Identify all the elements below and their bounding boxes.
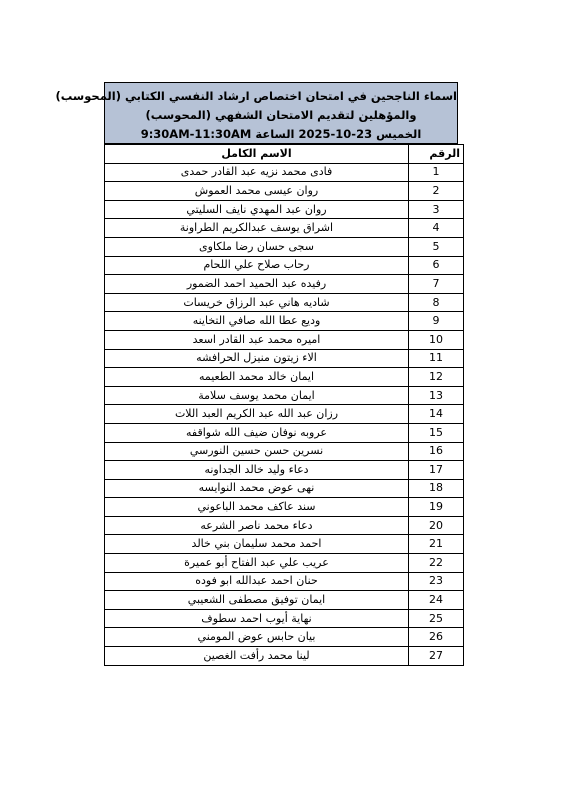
row-number: 20 [409,516,464,535]
table-row [105,647,464,666]
candidate-name: سجى حسان رضا ملكاوى [105,237,409,256]
table-row [105,572,464,591]
candidate-name: روان عبد المهدي نايف السليتي [105,200,409,219]
column-header-name: الاسم الكامل [105,145,409,164]
table-row [105,349,464,368]
row-number: 11 [409,349,464,368]
table-row [105,628,464,647]
table-row [105,330,464,349]
header-subtitle: والمؤهلين لتقديم الامتحان الشفهي (المحوسب) [145,108,417,122]
row-number: 4 [409,219,464,238]
row-number: 1 [409,163,464,182]
candidate-name: اشراق يوسف عبدالكريم الطراونة [105,219,409,238]
candidate-name: احمد محمد سليمان بني خالد [105,535,409,554]
table-row [105,256,464,275]
row-number: 21 [409,535,464,554]
candidate-name: لينا محمد رأفت الغصين [105,647,409,666]
row-number: 16 [409,442,464,461]
row-number: 25 [409,609,464,628]
row-number: 14 [409,405,464,424]
row-number: 6 [409,256,464,275]
candidate-name: عريب علي عبد الفتاح أبو عميرة [105,554,409,573]
candidate-name: دعاء محمد ناصر الشرعه [105,516,409,535]
results-sheet [55,82,460,666]
candidate-name: رفيده عبد الحميد احمد الضمور [105,275,409,294]
table-row [105,200,464,219]
table-row [105,163,464,182]
table-header-row [105,145,464,164]
candidate-name: عروبه نوفان ضيف الله شواقفه [105,423,409,442]
table-row [105,554,464,573]
candidate-name: نهاية أيوب احمد سطوف [105,609,409,628]
candidate-name: ايمان خالد محمد الطعيمه [105,368,409,387]
row-number: 23 [409,572,464,591]
table-row [105,293,464,312]
candidate-name: حنان احمد عبدالله ابو فوده [105,572,409,591]
candidate-name: نسرين حسن حسين النورسي [105,442,409,461]
table-row [105,386,464,405]
row-number: 5 [409,237,464,256]
sheet-header [55,82,458,144]
table-row [105,442,464,461]
table-row [105,535,464,554]
header-schedule [105,125,457,144]
row-number: 27 [409,647,464,666]
row-number: 26 [409,628,464,647]
exam-time: 9:30AM-11:30AM [140,127,252,141]
candidate-name: رزان عبد الله عبد الكريم العبد اللات [105,405,409,424]
table-row [105,275,464,294]
row-number: 2 [409,182,464,201]
candidate-name: سند عاكف محمد الباعوني [105,498,409,517]
table-row [105,516,464,535]
candidate-name: اميره محمد عبد القادر اسعد [105,330,409,349]
candidate-name: الاء زيتون منيزل الحرافشه [105,349,409,368]
table-row [105,591,464,610]
table-row [105,237,464,256]
table-row [105,182,464,201]
exam-day: الخميس [376,127,422,141]
row-number: 12 [409,368,464,387]
column-header-number: الرقم [409,145,464,164]
row-number: 18 [409,479,464,498]
table-row [105,405,464,424]
candidate-name: نهى عوض محمد النوايسه [105,479,409,498]
candidate-name: فادى محمد نزيه عبد القادر حمدى [105,163,409,182]
exam-time-label: الساعة [255,127,295,141]
row-number: 3 [409,200,464,219]
candidate-name: روان عيسى محمد العموش [105,182,409,201]
table-body [105,163,464,665]
table-row [105,312,464,331]
table-row [105,461,464,480]
row-number: 24 [409,591,464,610]
row-number: 15 [409,423,464,442]
candidate-name: بيان حابس عوض المومني [105,628,409,647]
candidate-name: ايمان توفيق مصطفى الشعيبي [105,591,409,610]
candidate-name: شاديه هاني عبد الرزاق خريسات [105,293,409,312]
row-number: 17 [409,461,464,480]
table-row [105,479,464,498]
row-number: 9 [409,312,464,331]
candidates-table [104,144,464,666]
row-number: 7 [409,275,464,294]
table-row [105,498,464,517]
table-row [105,219,464,238]
exam-date: 2025-10-23 [298,127,373,141]
row-number: 10 [409,330,464,349]
row-number: 8 [409,293,464,312]
table-row [105,423,464,442]
row-number: 13 [409,386,464,405]
candidate-name: وديع عطا الله صافي التخاينه [105,312,409,331]
table-row [105,368,464,387]
table-row [105,609,464,628]
header-title: اسماء الناجحين في امتحان اختصاص ارشاد النفسي الكتابي (المحوسب) [55,89,457,103]
candidate-name: ايمان محمد يوسف سلامة [105,386,409,405]
candidate-name: دعاء وليد خالد الجداونه [105,461,409,480]
row-number: 19 [409,498,464,517]
row-number: 22 [409,554,464,573]
candidate-name: رحاب صلاح علي اللحام [105,256,409,275]
